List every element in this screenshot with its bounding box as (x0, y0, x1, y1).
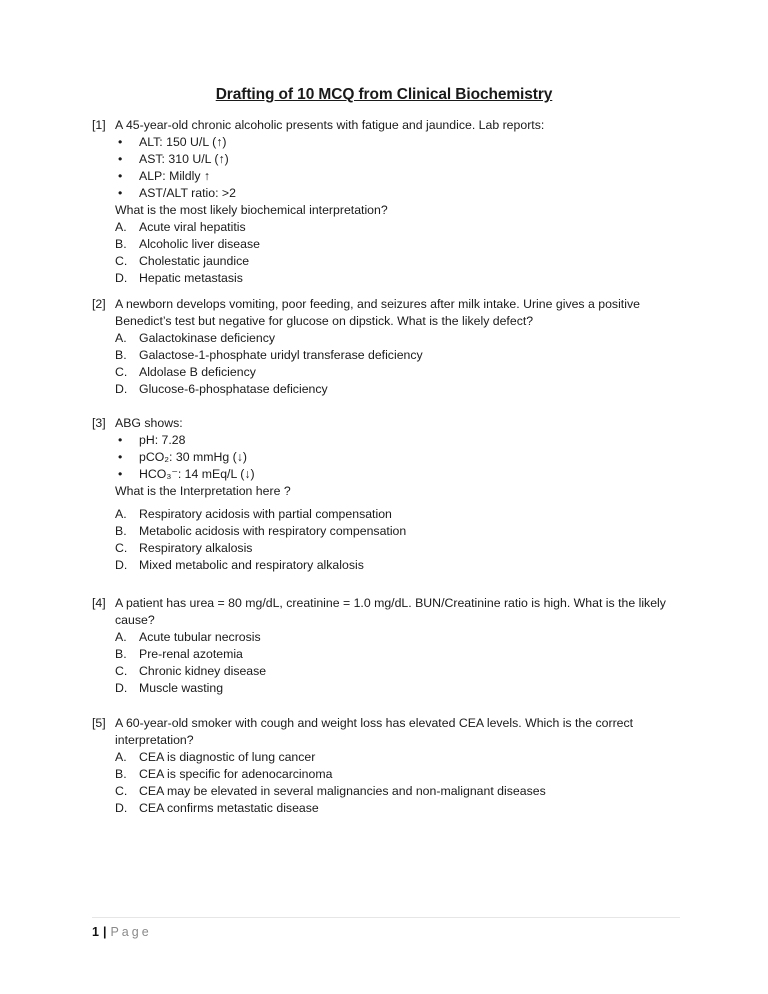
question-text: A 60-year-old smoker with cough and weight loss has elevated CEA levels. Which is the correct interpretation? (115, 716, 634, 747)
list-item: • HCO₃⁻: 14 mEq/L (↓) (92, 466, 692, 483)
option-d: D. Hepatic metastasis (115, 271, 243, 285)
question-text: A 45-year-old chronic alcoholic presents with fatigue and jaundice. Lab reports: (115, 118, 545, 132)
question-text: A patient has urea = 80 mg/dL, creatinine = 1.0 mg/dL. BUN/Creatinine ratio is high. What is the likely cause? (115, 596, 666, 627)
option-c: C. Chronic kidney disease (115, 664, 267, 678)
option-a: A. Acute viral hepatitis (115, 220, 246, 234)
question-4 (92, 595, 692, 697)
abg-values-list (92, 432, 692, 483)
list-item: • ALP: Mildly ↑ (92, 168, 692, 185)
question-number: [5] (92, 716, 106, 730)
bullet-icon: • (118, 135, 123, 149)
lab-values-list (92, 134, 692, 202)
options-list (92, 506, 692, 574)
question-stem: What is the most likely biochemical interpretation? (115, 203, 388, 217)
option-a: A. Galactokinase deficiency (115, 331, 276, 345)
question-text: A newborn develops vomiting, poor feeding, and seizures after milk intake. Urine gives a positive Benedict’s test but negative for glucose on dipstick. What is the likely defect? (115, 297, 640, 328)
option-c: C. Cholestatic jaundice (115, 254, 250, 268)
question-number: [2] (92, 297, 106, 311)
list-item: • AST/ALT ratio: >2 (92, 185, 692, 202)
option-c: C. Aldolase B deficiency (115, 365, 256, 379)
bullet-icon: • (118, 467, 123, 481)
option-b: B. Alcoholic liver disease (115, 237, 260, 251)
bullet-icon: • (118, 433, 123, 447)
list-item: • AST: 310 U/L (↑) (92, 151, 692, 168)
option-b: B. Pre-renal azotemia (115, 647, 243, 661)
bullet-icon: • (118, 186, 123, 200)
list-item: • ALT: 150 U/L (↑) (92, 134, 692, 151)
option-b: B. Metabolic acidosis with respiratory compensation (115, 524, 407, 538)
options-list (92, 629, 692, 697)
option-d: D. Muscle wasting (115, 681, 224, 695)
page-footer (92, 925, 152, 939)
option-b: B. Galactose-1-phosphate uridyl transferase deficiency (115, 348, 423, 362)
bullet-icon: • (118, 450, 123, 464)
option-a: A. CEA is diagnostic of lung cancer (115, 750, 316, 764)
option-d: D. CEA confirms metastatic disease (115, 801, 319, 815)
question-1 (92, 117, 692, 287)
question-number: [1] (92, 118, 106, 132)
option-c: C. Respiratory alkalosis (115, 541, 253, 555)
option-c: C. CEA may be elevated in several malignancies and non-malignant diseases (115, 784, 546, 798)
option-a: A. Acute tubular necrosis (115, 630, 261, 644)
bullet-icon: • (118, 152, 123, 166)
page-label: Page (110, 925, 152, 939)
question-2 (92, 296, 692, 398)
option-d: D. Mixed metabolic and respiratory alkalosis (115, 558, 364, 572)
options-list (92, 749, 692, 817)
question-number: [3] (92, 416, 106, 430)
list-item: • pCO₂: 30 mmHg (↓) (92, 449, 692, 466)
footer-divider (92, 917, 680, 918)
option-a: A. Respiratory acidosis with partial compensation (115, 507, 392, 521)
option-d: D. Glucose-6-phosphatase deficiency (115, 382, 328, 396)
page-number: 1 (92, 925, 99, 939)
option-b: B. CEA is specific for adenocarcinoma (115, 767, 333, 781)
footer-separator: | (102, 925, 107, 939)
bullet-icon: • (118, 169, 123, 183)
document-title: Drafting of 10 MCQ from Clinical Biochemistry (215, 86, 553, 103)
list-item: • pH: 7.28 (92, 432, 692, 449)
question-3 (92, 415, 692, 574)
question-number: [4] (92, 596, 106, 610)
question-5 (92, 715, 692, 817)
question-stem: What is the Interpretation here ? (115, 484, 291, 498)
options-list (92, 219, 692, 287)
options-list (92, 330, 692, 398)
question-text: ABG shows: (115, 416, 183, 430)
